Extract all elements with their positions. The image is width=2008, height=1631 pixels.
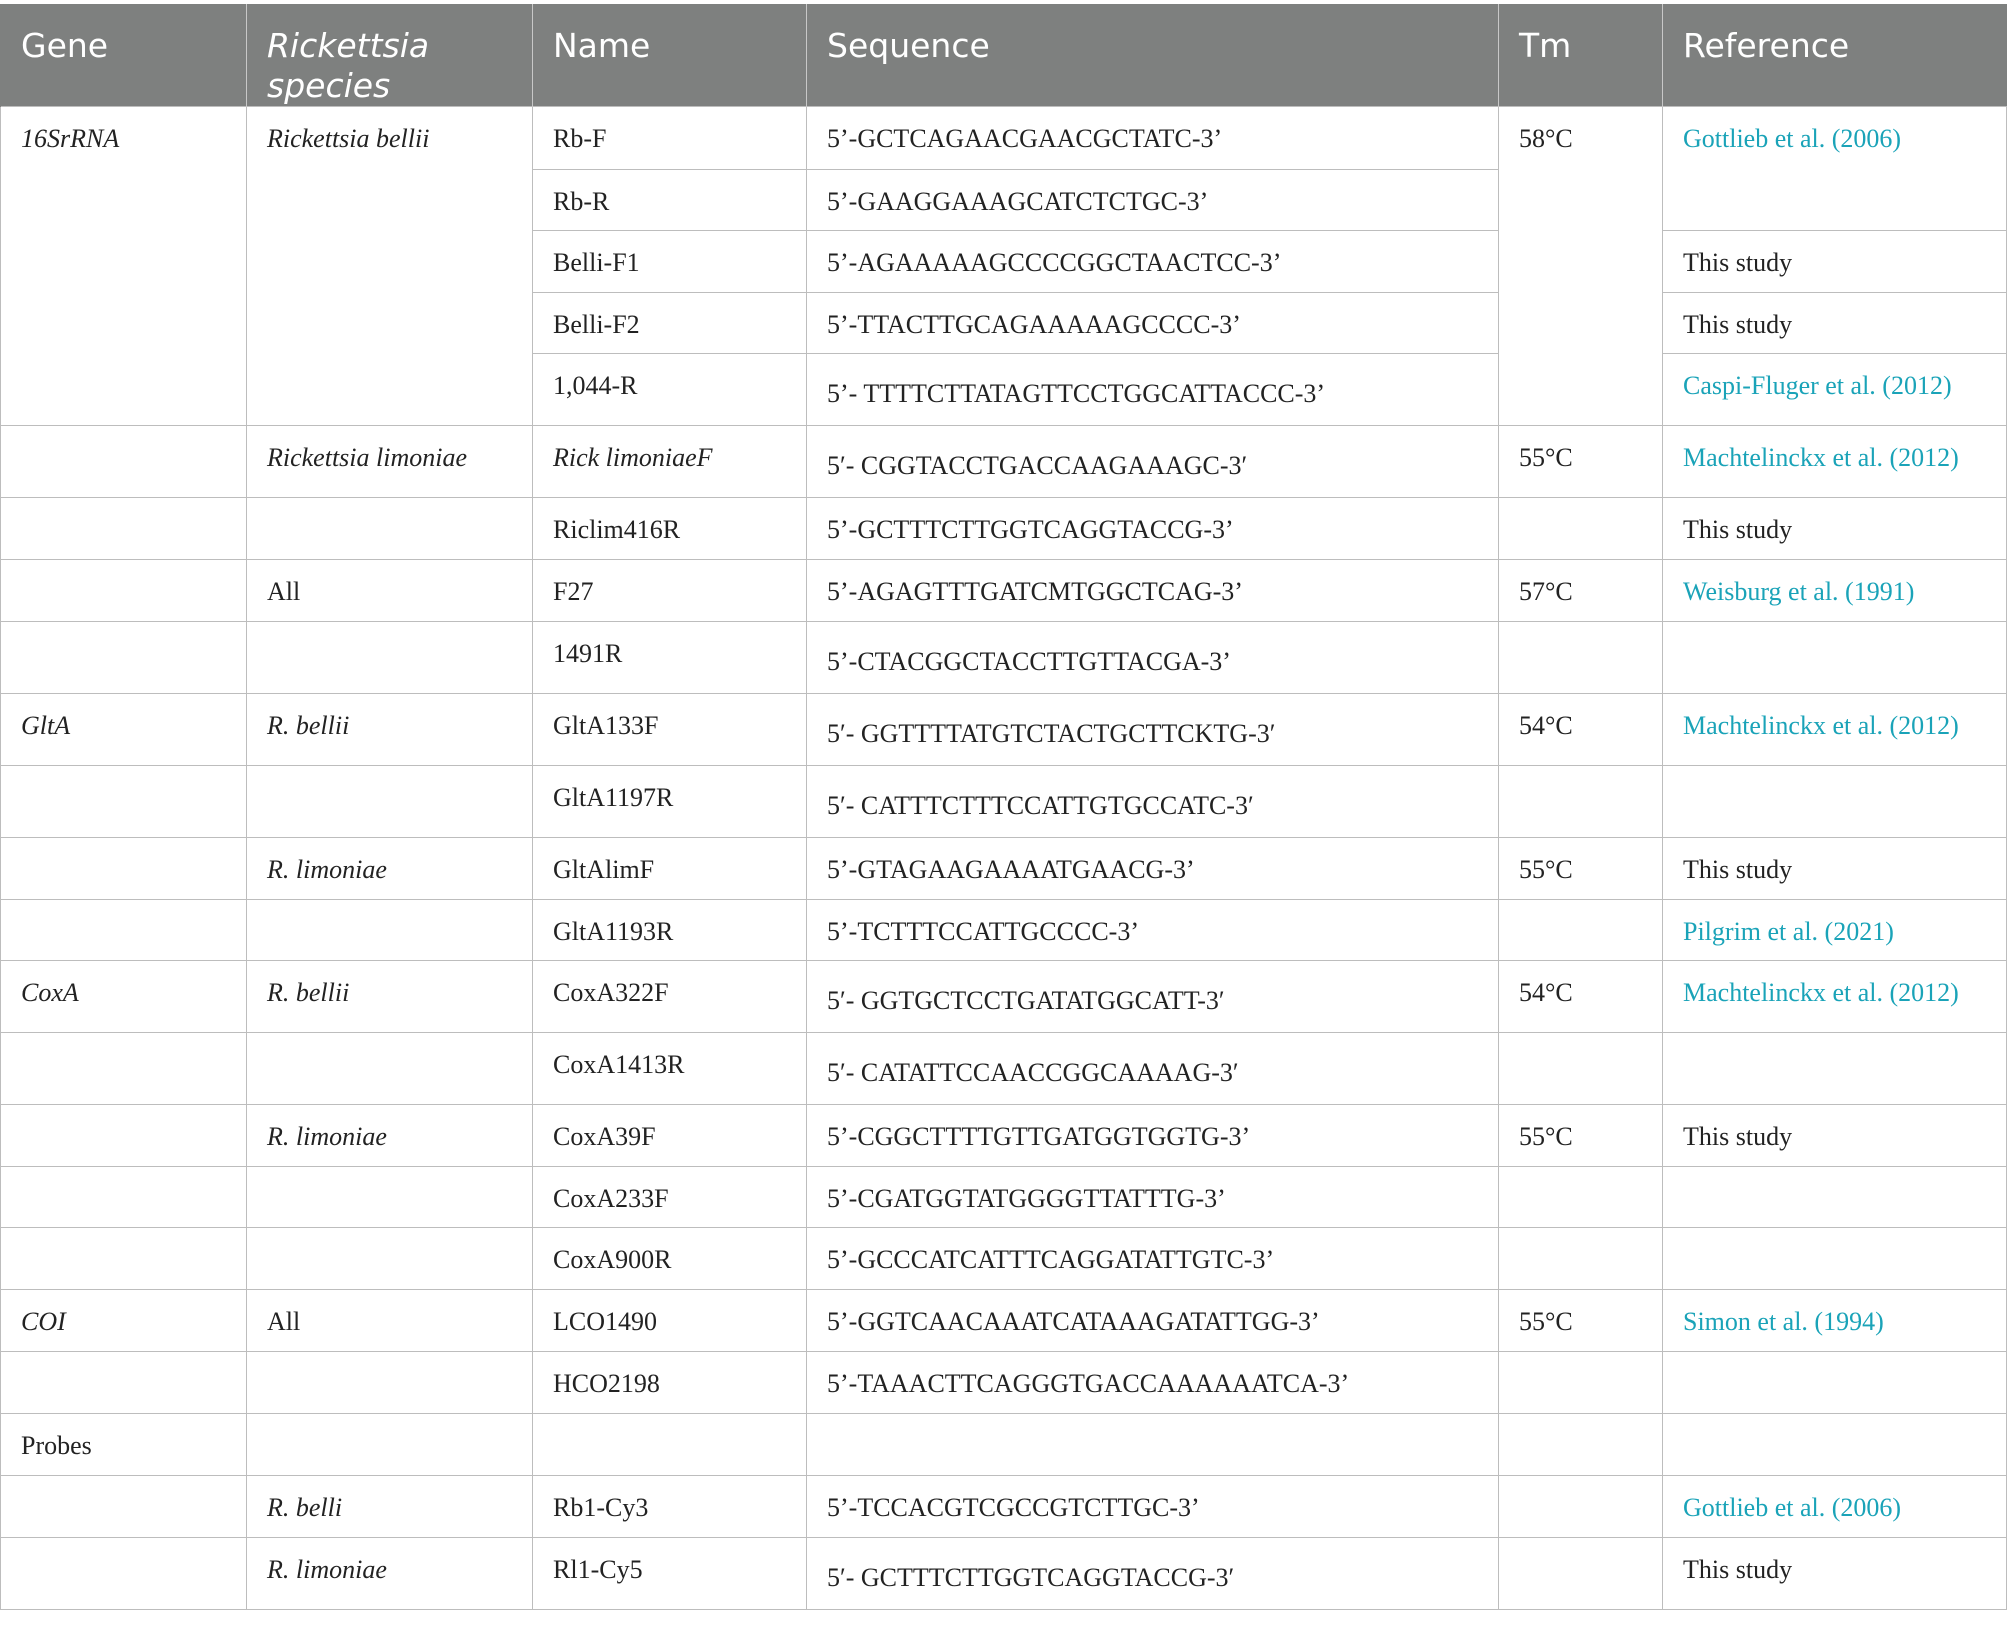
cell-species: All: [247, 560, 533, 622]
cell-tm: [1499, 766, 1663, 838]
cell-reference: [1663, 1352, 2007, 1414]
cell-sequence: 5’-TTACTTGCAGAAAAAGCCCC-3’: [807, 293, 1499, 354]
cell-sequence: 5’-GAAGGAAAGCATCTCTGC-3’: [807, 170, 1499, 231]
cell-species: [247, 766, 533, 838]
cell-gene: GltA: [1, 694, 247, 766]
cell-tm: 54°C: [1499, 961, 1663, 1033]
cell-name: GltA1193R: [533, 900, 807, 961]
cell-sequence: 5’-GCTTTCTTGGTCAGGTACCG-3’: [807, 498, 1499, 560]
cell-tm: [1499, 1352, 1663, 1414]
cell-name: [533, 1414, 807, 1476]
cell-sequence: 5′- CGGTACCTGACCAAGAAAGC-3′: [807, 426, 1499, 498]
cell-species: R. bellii: [247, 694, 533, 766]
cell-tm: 55°C: [1499, 838, 1663, 900]
cell-name: CoxA322F: [533, 961, 807, 1033]
cell-sequence: 5′- CATATTCCAACCGGCAAAAG-3′: [807, 1033, 1499, 1105]
table-row: [1, 107, 2007, 170]
cell-tm: [1499, 1167, 1663, 1228]
cell-name: CoxA233F: [533, 1167, 807, 1228]
cell-gene: Probes: [1, 1414, 247, 1476]
cell-gene: [1, 1033, 247, 1105]
cell-reference: [1663, 1167, 2007, 1228]
cell-name: Rl1-Cy5: [533, 1538, 807, 1610]
cell-sequence: 5′- CATTTCTTTCCATTGTGCCATC-3′: [807, 766, 1499, 838]
cell-name: CoxA900R: [533, 1228, 807, 1290]
cell-name: GltA133F: [533, 694, 807, 766]
table-row: [1, 1352, 2007, 1414]
cell-sequence: 5’-GCCCATCATTTCAGGATATTGTC-3’: [807, 1228, 1499, 1290]
cell-sequence: 5′- GGTTTTATGTCTACTGCTTCKTG-3′: [807, 694, 1499, 766]
cell-gene: [1, 1105, 247, 1167]
cell-species: R. limoniae: [247, 1105, 533, 1167]
cell-tm: [1499, 1414, 1663, 1476]
cell-name: Rb1-Cy3: [533, 1476, 807, 1538]
cell-name: F27: [533, 560, 807, 622]
cell-sequence: 5’-TCCACGTCGCCGTCTTGC-3’: [807, 1476, 1499, 1538]
table-row: [1, 426, 2007, 498]
table-row: [1, 1538, 2007, 1610]
cell-species: [247, 1414, 533, 1476]
cell-species: [247, 1352, 533, 1414]
cell-reference: [1663, 1228, 2007, 1290]
header-gene: Gene: [1, 4, 247, 107]
cell-reference: This study: [1663, 1105, 2007, 1167]
cell-reference: [1663, 622, 2007, 694]
cell-reference-link[interactable]: Machtelinckx et al. (2012): [1663, 426, 2007, 498]
table-row: [1, 900, 2007, 961]
cell-sequence: 5′- GCTTTCTTGGTCAGGTACCG-3′: [807, 1538, 1499, 1610]
cell-reference-link[interactable]: Machtelinckx et al. (2012): [1663, 694, 2007, 766]
cell-gene: [1, 1538, 247, 1610]
table-row: [1, 838, 2007, 900]
cell-species: [247, 498, 533, 560]
cell-tm: 57°C: [1499, 560, 1663, 622]
cell-tm: 55°C: [1499, 1105, 1663, 1167]
cell-species: R. bellii: [247, 961, 533, 1033]
cell-species: [247, 1167, 533, 1228]
cell-tm: [1499, 1538, 1663, 1610]
table-row: [1, 1228, 2007, 1290]
cell-name: CoxA39F: [533, 1105, 807, 1167]
cell-gene: [1, 1167, 247, 1228]
cell-sequence: 5’-CGATGGTATGGGGTTATTTG-3’: [807, 1167, 1499, 1228]
cell-sequence: 5’-CGGCTTTTGTTGATGGTGGTG-3’: [807, 1105, 1499, 1167]
cell-gene: [1, 838, 247, 900]
cell-name: Belli-F2: [533, 293, 807, 354]
header-row: [1, 4, 2007, 107]
cell-sequence: 5’- TTTTCTTATAGTTCCTGGCATTACCC-3’: [807, 354, 1499, 426]
cell-tm: [1499, 1476, 1663, 1538]
cell-species: [247, 1228, 533, 1290]
header-tm: Tm: [1499, 4, 1663, 107]
cell-name: CoxA1413R: [533, 1033, 807, 1105]
cell-reference-link[interactable]: Weisburg et al. (1991): [1663, 560, 2007, 622]
cell-species: [247, 1033, 533, 1105]
cell-gene: [1, 1476, 247, 1538]
cell-gene: CoxA: [1, 961, 247, 1033]
cell-tm: [1499, 900, 1663, 961]
cell-tm: 58°C: [1499, 107, 1663, 426]
cell-reference: This study: [1663, 498, 2007, 560]
cell-name: GltAlimF: [533, 838, 807, 900]
table-row: [1, 766, 2007, 838]
header-species: Rickettsia species: [247, 4, 533, 107]
cell-gene: [1, 900, 247, 961]
cell-reference: This study: [1663, 1538, 2007, 1610]
table-row: [1, 1033, 2007, 1105]
cell-gene: [1, 1228, 247, 1290]
table-row: [1, 1476, 2007, 1538]
cell-name: Belli-F1: [533, 231, 807, 293]
cell-sequence: 5’-AGAAAAAGCCCCGGCTAACTCC-3’: [807, 231, 1499, 293]
cell-reference-link[interactable]: Caspi-Fluger et al. (2012): [1663, 354, 2007, 426]
table-row: [1, 961, 2007, 1033]
cell-tm: [1499, 1033, 1663, 1105]
cell-reference: [1663, 1033, 2007, 1105]
cell-reference-link[interactable]: Pilgrim et al. (2021): [1663, 900, 2007, 961]
header-sequence: Sequence: [807, 4, 1499, 107]
cell-species: Rickettsia bellii: [247, 107, 533, 426]
table-row: [1, 498, 2007, 560]
cell-tm: [1499, 622, 1663, 694]
cell-species: R. limoniae: [247, 1538, 533, 1610]
primer-table: [0, 4, 2007, 1610]
cell-name: Rb-F: [533, 107, 807, 170]
cell-tm: [1499, 1228, 1663, 1290]
cell-gene: [1, 1352, 247, 1414]
cell-reference-link[interactable]: Simon et al. (1994): [1663, 1290, 2007, 1352]
cell-gene: [1, 560, 247, 622]
cell-sequence: [807, 1414, 1499, 1476]
cell-name: 1491R: [533, 622, 807, 694]
cell-sequence: 5′- GGTGCTCCTGATATGGCATT-3′: [807, 961, 1499, 1033]
cell-sequence: 5’-TCTTTCCATTGCCCC-3’: [807, 900, 1499, 961]
cell-reference: This study: [1663, 293, 2007, 354]
cell-sequence: 5’-TAAACTTCAGGGTGACCAAAAAATCA-3’: [807, 1352, 1499, 1414]
cell-reference-link[interactable]: Gottlieb et al. (2006): [1663, 107, 2007, 231]
cell-name: 1,044-R: [533, 354, 807, 426]
table-row: [1, 1105, 2007, 1167]
cell-tm: 55°C: [1499, 1290, 1663, 1352]
cell-tm: 55°C: [1499, 426, 1663, 498]
cell-reference-link[interactable]: Gottlieb et al. (2006): [1663, 1476, 2007, 1538]
cell-name: Riclim416R: [533, 498, 807, 560]
cell-species: R. limoniae: [247, 838, 533, 900]
cell-reference: [1663, 766, 2007, 838]
header-name: Name: [533, 4, 807, 107]
cell-name: LCO1490: [533, 1290, 807, 1352]
cell-species: [247, 622, 533, 694]
cell-gene: [1, 622, 247, 694]
cell-reference-link[interactable]: Machtelinckx et al. (2012): [1663, 961, 2007, 1033]
table-row: [1, 1414, 2007, 1476]
cell-tm: [1499, 498, 1663, 560]
cell-species: All: [247, 1290, 533, 1352]
cell-species: [247, 900, 533, 961]
cell-tm: 54°C: [1499, 694, 1663, 766]
table-row: [1, 1167, 2007, 1228]
cell-reference: [1663, 1414, 2007, 1476]
cell-sequence: 5’-GTAGAAGAAAATGAACG-3’: [807, 838, 1499, 900]
cell-species: R. belli: [247, 1476, 533, 1538]
table-row: [1, 622, 2007, 694]
cell-species: Rickettsia limoniae: [247, 426, 533, 498]
cell-gene: [1, 426, 247, 498]
cell-reference: This study: [1663, 838, 2007, 900]
table-row: [1, 1290, 2007, 1352]
cell-sequence: 5’-GGTCAACAAATCATAAAGATATTGG-3’: [807, 1290, 1499, 1352]
cell-name: GltA1197R: [533, 766, 807, 838]
cell-gene: [1, 498, 247, 560]
cell-sequence: 5’-CTACGGCTACCTTGTTACGA-3’: [807, 622, 1499, 694]
cell-gene: COI: [1, 1290, 247, 1352]
cell-name: HCO2198: [533, 1352, 807, 1414]
cell-sequence: 5’-AGAGTTTGATCMTGGCTCAG-3’: [807, 560, 1499, 622]
cell-reference: This study: [1663, 231, 2007, 293]
table-row: [1, 560, 2007, 622]
cell-name: Rb-R: [533, 170, 807, 231]
header-reference: Reference: [1663, 4, 2007, 107]
cell-sequence: 5’-GCTCAGAACGAACGCTATC-3’: [807, 107, 1499, 170]
cell-name: Rick limoniaeF: [533, 426, 807, 498]
cell-gene: 16SrRNA: [1, 107, 247, 426]
cell-gene: [1, 766, 247, 838]
table-row: [1, 694, 2007, 766]
